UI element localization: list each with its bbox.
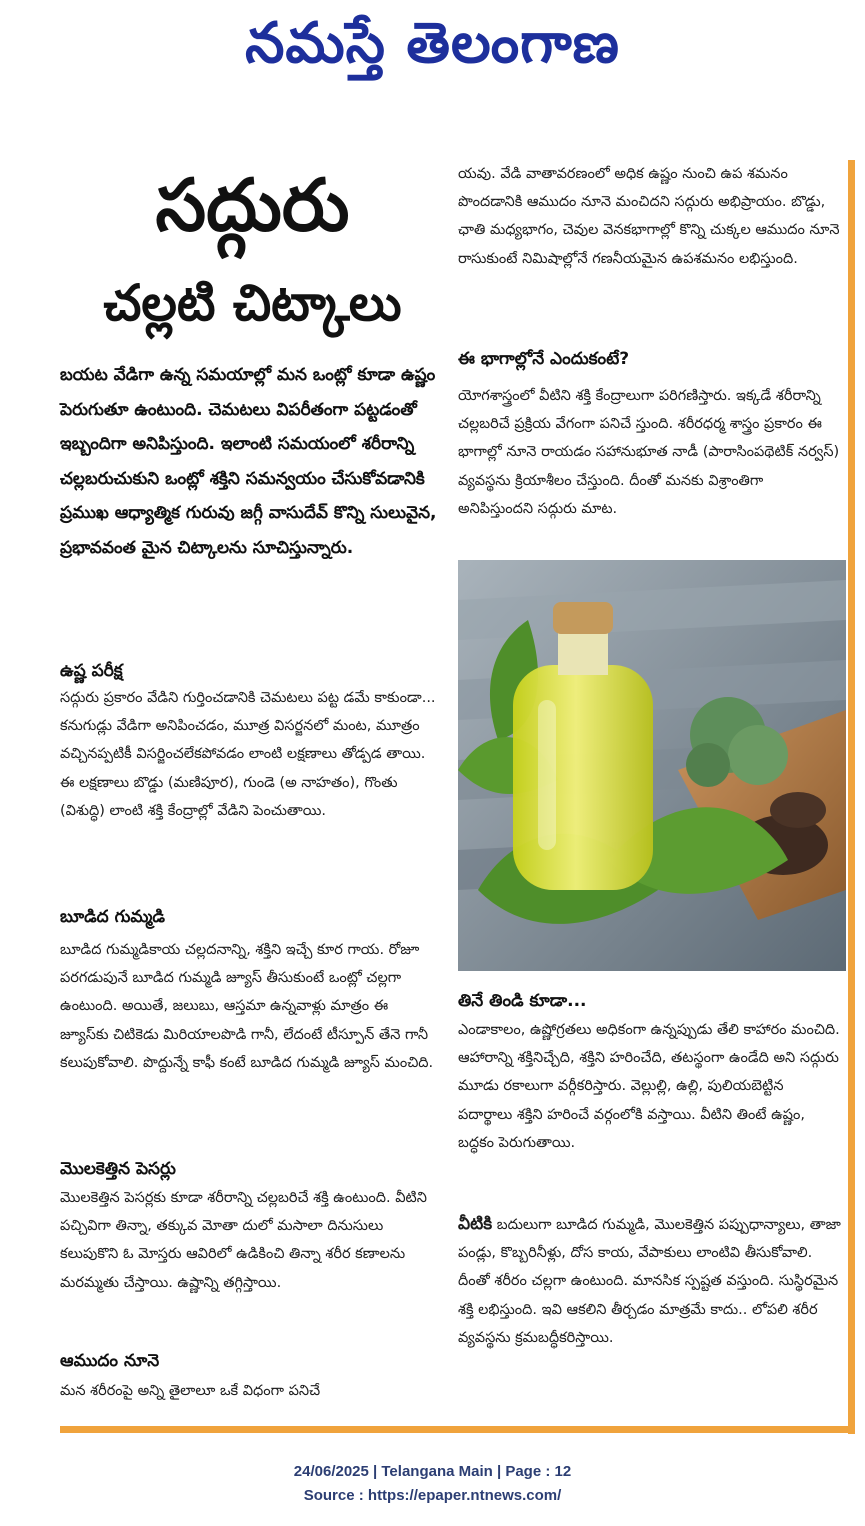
body-food: ఎండాకాలం, ఉష్ణోగ్రతలు అధికంగా ఉన్నప్పుడు తేలి కాహారం మంచిది. ఆహారాన్ని శక్తినిచ్చేది, శక్తిని హరించేది, తటస్థంగా ఉండేది అని సద్గురు మూడు రకాలుగా వర్గీకరిస్తారు. వెల్లుల్లి, ఉల్లి, పులియబెట్టిన పదార్థాలు శక్తిని హరించే వర్గంలోకి వస్తాయి. వీటిని తింటే ఉష్ణం, బద్ధకం పెరుగుతాయి.: [458, 1022, 840, 1151]
frame-border-right: [848, 160, 855, 1434]
headline-line1: సద్గురు: [155, 163, 350, 247]
lead-word: వీటికి: [458, 1214, 493, 1234]
body-castor-oil-continued: యవు. వేడి వాతావరణంలో అధిక ఉష్ణం నుంచి ఉప శమనం పొందడానికి ఆముదం నూనె మంచిదని సద్గురు అభిప్రాయం. బొడ్డు, ఛాతి మధ్యభాగం, చెవుల వెనకభాగాల్లో కొన్ని చుక్కల ఆముదం నూనె రాసుకుంటే నిమిషాల్లోనే గణనీయమైన ఉపశమనం లభిస్తుంది.: [458, 166, 840, 267]
intro-paragraph: బయట వేడిగా ఉన్న సమయాల్లో మన ఒంట్లో కూడా ఉష్ణం పెరుగుతూ ఉంటుంది. చెమటలు విపరీతంగా పట్టడంతో ఇబ్బందిగా అనిపిస్తుంది. ఇలాంటి సమయంలో శరీరాన్ని చల్లబరుచుకుని ఒంట్లో శక్తిని సమన్వయం చేసుకోవడానికి ప్రముఖ ఆధ్యాత్మిక గురువు జగ్గీ వాసుదేవ్ కొన్ని సులువైన, ప్రభావవంత మైన చిట్కాలను సూచిస్తున్నారు.: [60, 365, 437, 558]
body-food-continued: [458, 1210, 842, 1352]
castor-oil-photo: [458, 560, 846, 971]
footer-date-edition: 24/06/2025 | Telangana Main | Page : 12: [293, 1463, 572, 1480]
body-ash-gourd: బూడిద గుమ్మడికాయ చల్లదనాన్ని, శక్తిని ఇచ్చే కూర గాయ. రోజూ పరగడుపునే బూడిద గుమ్మడి జ్యూస్ తీసుకుంటే ఒంట్లో చల్లగా ఉంటుంది. అయితే, జలుబు, ఆస్తమా ఉన్నవాళ్లు మాత్రం ఈ జ్యూస్‌కు చిటికెడు మిరియాలపొడి గానీ, లేదంటే టీస్పూన్ తేనె గానీ కలుపుకోవాలి. పొద్దున్నే కాఫీ కంటే బూడిద గుమ్మడి జ్యూస్ మంచిది.: [60, 942, 434, 1071]
body-why-here: యోగశాస్త్రంలో వీటిని శక్తి కేంద్రాలుగా పరిగణిస్తారు. ఇక్కడే శరీరాన్ని చల్లబరిచే ప్రక్రియ వేగంగా పనిచే స్తుంది. శరీరధర్మ శాస్త్రం ప్రకారం ఈ భాగాల్లో నూనె రాయడం సహానుభూత నాడీ (పారాసింపథెటిక్ నర్వస్) వ్యవస్థను క్రియాశీలం చేస్తుంది. దీంతో మనకు విశ్రాంతిగా అనిపిస్తుందని సద్గురు మాట.: [458, 388, 840, 517]
footer-source: Source : https://epaper.ntnews.com/: [303, 1487, 562, 1504]
heading-sprouts: మొలకెత్తిన పెసర్లు: [60, 1159, 176, 1179]
body-heat-test: సద్గురు ప్రకారం వేడిని గుర్తించడానికి చెమటలు పట్ట డమే కాకుండా... కనుగుడ్లు వేడిగా అనిపించడం, మూత్ర విసర్జనలో మంట, మూత్రం వచ్చినప్పటికీ విసర్జించలేకపోవడం లాంటి లక్షణాలు తోడ్పడ తాయి. ఈ లక్షణాలు బొడ్డు (మణిపూర), గుండె (అ నాహతం), గొంతు (విశుద్ధి) లాంటి శక్తి కేంద్రాల్లో వేడిని పెంచుతాయి.: [60, 690, 436, 819]
frame-border-bottom: [60, 1426, 855, 1433]
castor-oil-illustration: [458, 560, 846, 971]
heading-castor-oil: ఆముదం నూనె: [60, 1351, 160, 1371]
body-sprouts: మొలకెత్తిన పెసర్లకు కూడా శరీరాన్ని చల్లబరిచే శక్తి ఉంటుంది. వీటిని పచ్చివిగా తిన్నా, తక్కువ మోతా దులో మసాలా దినుసులు కలుపుకొని ఓ మోస్తరు ఆవిరిలో ఉడికించి తిన్నా శరీర కణాలను మరమ్మతు చేస్తాయి. ఉష్ణాన్ని తగ్గిస్తాయి.: [60, 1190, 427, 1291]
body-castor-oil-start: మన శరీరంపై అన్ని తైలాలూ ఒకే విధంగా పనిచే: [60, 1383, 321, 1399]
heading-ash-gourd: బూడిద గుమ్మడి: [60, 907, 165, 927]
masthead-logo: నమస్తే తెలంగాణ: [245, 10, 620, 76]
heading-why-here: ఈ భాగాల్లోనే ఎందుకంటే?: [458, 349, 630, 369]
headline-line2: చల్లటి చిట్కాలు: [103, 274, 402, 332]
heading-heat-test: ఉష్ణ పరీక్ష: [60, 661, 123, 681]
body-food-rest: బదులుగా బూడిద గుమ్మడి, మొలకెత్తిన పప్పుధాన్యాలు, తాజా పండ్లు, కొబ్బరినీళ్లు, దోస కాయ, వేపాకులు లాంటివి తీసుకోవాలి. దీంతో శరీరం చల్లగా ఉంటుంది. మానసిక స్పష్టత వస్తుంది. సుస్థిరమైన శక్తి లభిస్తుంది. ఇవి ఆకలిని తీర్చడం మాత్రమే కాదు.. లోపలి శరీర వ్యవస్థను క్రమబద్ధీకరిస్తాయి.: [458, 1217, 841, 1346]
heading-food: తినే తిండి కూడా...: [458, 991, 587, 1011]
